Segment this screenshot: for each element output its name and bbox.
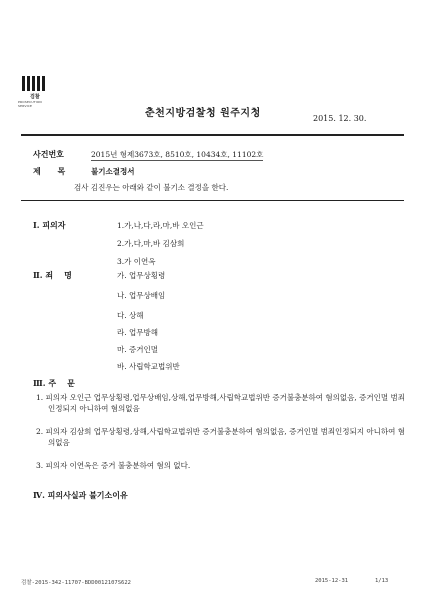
charge-item: 다. 상해: [117, 311, 144, 320]
footer-page: 1/13: [375, 578, 389, 584]
charge-item: 마. 증거인멸: [117, 345, 158, 354]
charges-heading: Ⅱ. 죄 명: [33, 270, 72, 280]
subject-value: 불기소결정서: [91, 167, 135, 176]
header-divider: [21, 134, 404, 136]
disposition-item: 3. 피의자 이연옥은 증거 불충분하여 혐의 없다.: [36, 461, 191, 470]
suspect-item: 3.가 이연옥: [117, 257, 156, 266]
subject-label: 제 목: [33, 166, 66, 176]
footer-doc-id: 검찰-2015-342-11707-BDD0012107S622: [21, 580, 131, 586]
footer-date: 2015-12-31: [315, 578, 349, 584]
suspects-heading: Ⅰ. 피의자: [33, 220, 66, 230]
decision-intro: 검사 김진우는 아래와 같이 불기소 결정을 한다.: [74, 183, 229, 192]
section-divider: [21, 200, 404, 201]
prosecution-logo: [18, 76, 50, 110]
charge-item: 나. 업무상배임: [117, 291, 166, 300]
section4-heading: Ⅳ. 피의사실과 불기소이유: [33, 490, 128, 500]
document-date: 2015. 12. 30.: [313, 114, 367, 123]
disposition-heading: Ⅲ. 주 문: [33, 378, 75, 388]
disposition-item: 2. 피의자 김삼희 업무상횡령,상해,사립학교법위반 증거불충분하여 혐의없음, 증거인멸 범죄인정되지 아니하여 혐의없음: [36, 427, 406, 447]
case-number-label: 사건번호: [33, 149, 64, 159]
charge-item: 바. 사립학교법위반: [117, 362, 180, 371]
suspect-item: 2.가,다,마,바 김삼희: [117, 239, 185, 248]
charge-item: 라. 업무방해: [117, 328, 158, 337]
disposition-item: 1. 피의자 오인근 업무상횡령,업무상배임,상해,업무방해,사립학교법위반 증거불충분하여 혐의없음, 증거인멸 범죄인정되지 아니하여 혐의없음: [36, 393, 406, 413]
office-title: 춘천지방검찰청 원주지청: [145, 108, 261, 119]
charge-item: 가. 업무상횡령: [117, 271, 166, 280]
logo-subtitle: PROSECUTION SERVICE: [18, 100, 42, 108]
case-number-value: 2015년 형제3673호, 8510호, 10434호, 11102호: [91, 150, 264, 159]
logo-title: 검찰: [30, 94, 40, 100]
suspect-item: 1.가,나,다,라,마,바 오인근: [117, 221, 204, 230]
